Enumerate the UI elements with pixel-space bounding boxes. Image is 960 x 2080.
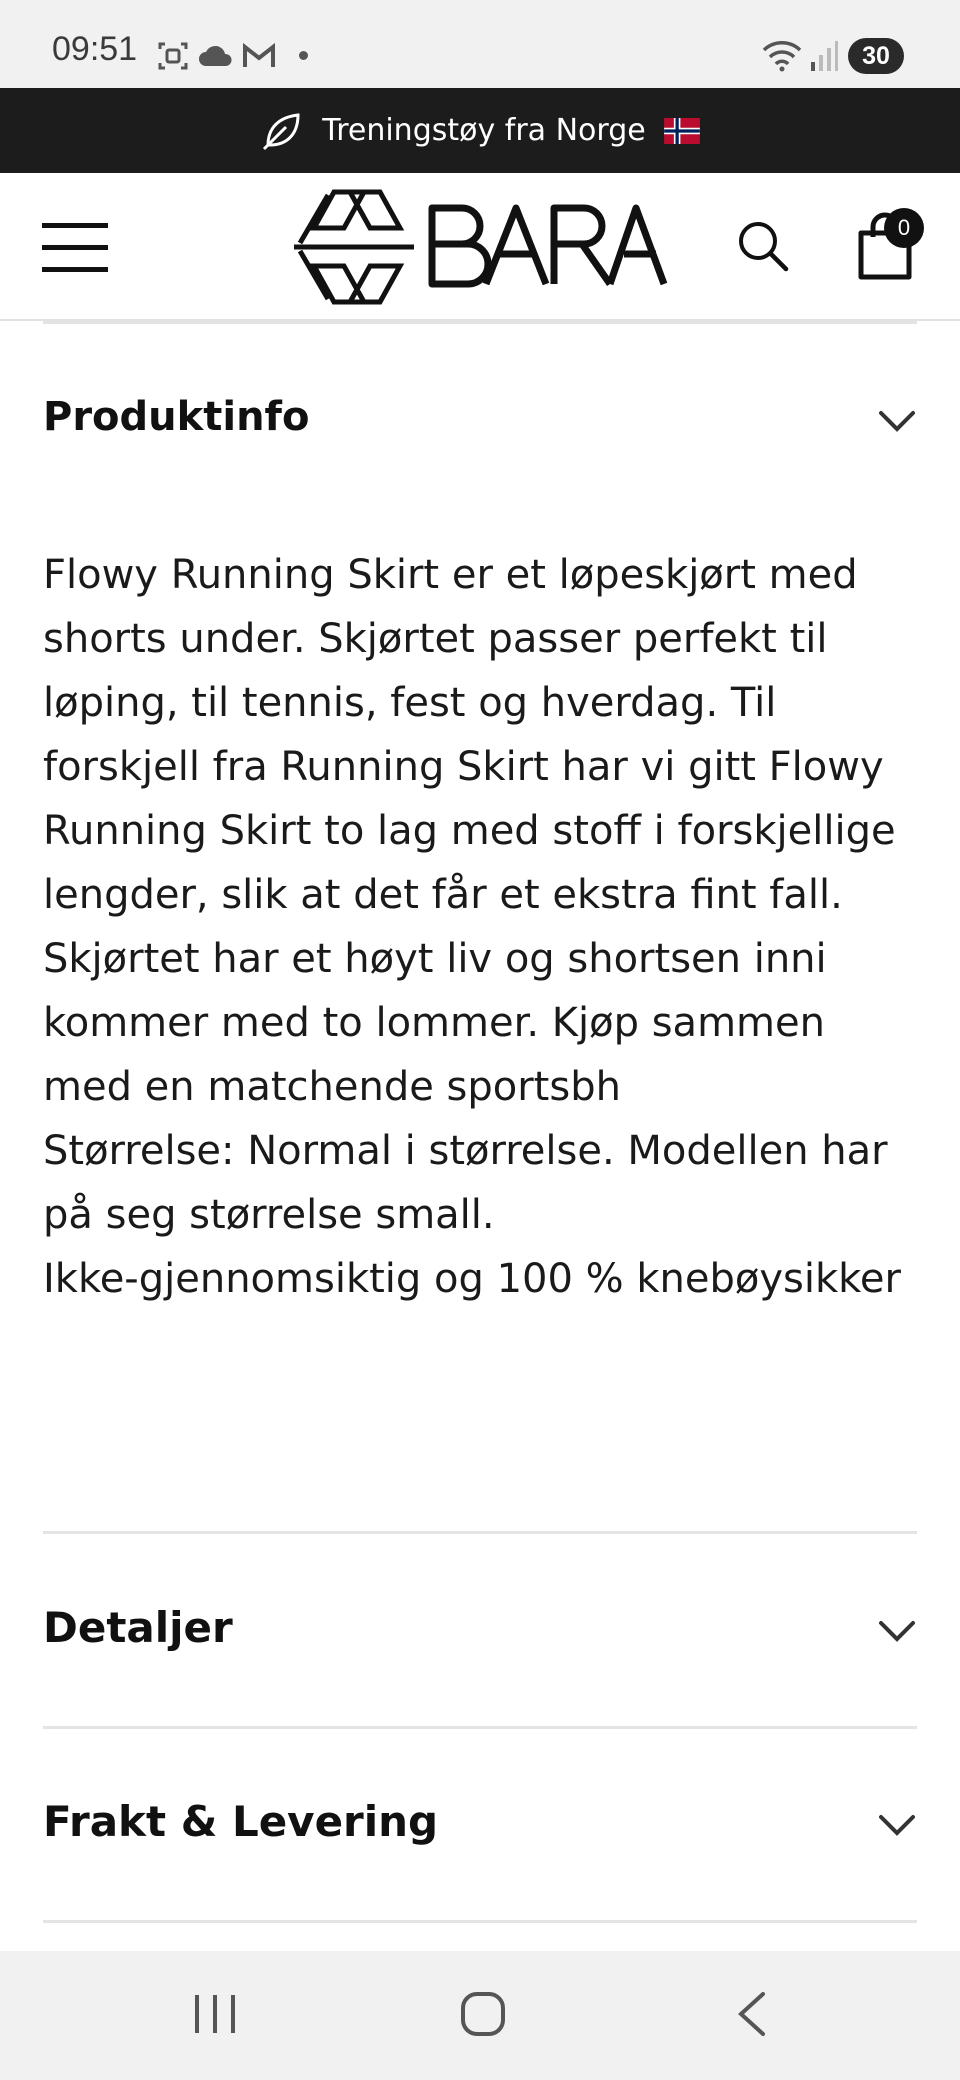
chevron-down-icon[interactable]	[878, 410, 916, 432]
gmail-icon	[242, 43, 276, 69]
site-header	[0, 173, 960, 321]
announcement-bar	[0, 88, 960, 173]
produktinfo-description: Flowy Running Skirt er et løpeskjørt med shorts under. Skjørtet passer perfekt til løping, til tennis, fest og hverdag. Til forskjell fra Running Skirt har vi gitt Flowy Running Skirt to lag med stoff i forskjellige lengder, slik at det får et ekstra fint fall. Skjørtet har et høyt liv og shortsen inni kommer med to lommer. Kjøp sammen med en matchende sportsbh Størrelse: Normal i størrelse. Modellen har på seg størrelse small. Ikke-gjennomsiktig og 100 % knebøysikker	[43, 552, 901, 1302]
produktinfo-heading[interactable]: Produktinfo	[43, 394, 310, 440]
frakt-levering-heading[interactable]: Frakt & Levering	[43, 1797, 439, 1846]
section-divider	[43, 321, 917, 324]
norway-flag	[664, 118, 700, 144]
screenshot-icon	[157, 40, 189, 72]
cloud-icon	[198, 44, 234, 68]
recent-apps-button[interactable]	[192, 1991, 238, 2037]
back-button[interactable]	[735, 1991, 771, 2037]
status-time: 09:51	[52, 30, 138, 68]
status-bar	[0, 0, 960, 88]
section-divider	[43, 1920, 917, 1923]
announcement-text: Treningstøy fra Norge	[322, 113, 646, 148]
menu-button[interactable]	[42, 223, 108, 273]
detaljer-heading[interactable]: Detaljer	[43, 1603, 233, 1652]
home-button[interactable]	[460, 1991, 506, 2037]
bara-logo-mark	[294, 192, 414, 302]
search-icon[interactable]	[736, 219, 790, 273]
system-nav-bar	[0, 1951, 960, 2080]
chevron-down-icon[interactable]	[878, 1814, 916, 1836]
section-divider	[43, 1531, 917, 1534]
section-divider	[43, 1726, 917, 1729]
bara-logo[interactable]	[292, 188, 668, 306]
battery-indicator: 30	[848, 38, 904, 74]
bara-logo-wordmark	[432, 208, 664, 284]
signal-icon	[810, 40, 838, 72]
chevron-down-icon[interactable]	[878, 1620, 916, 1642]
cart-count-badge: 0	[884, 208, 924, 248]
notification-dot	[299, 51, 308, 60]
leaf-icon	[260, 109, 304, 153]
wifi-icon	[762, 38, 802, 72]
